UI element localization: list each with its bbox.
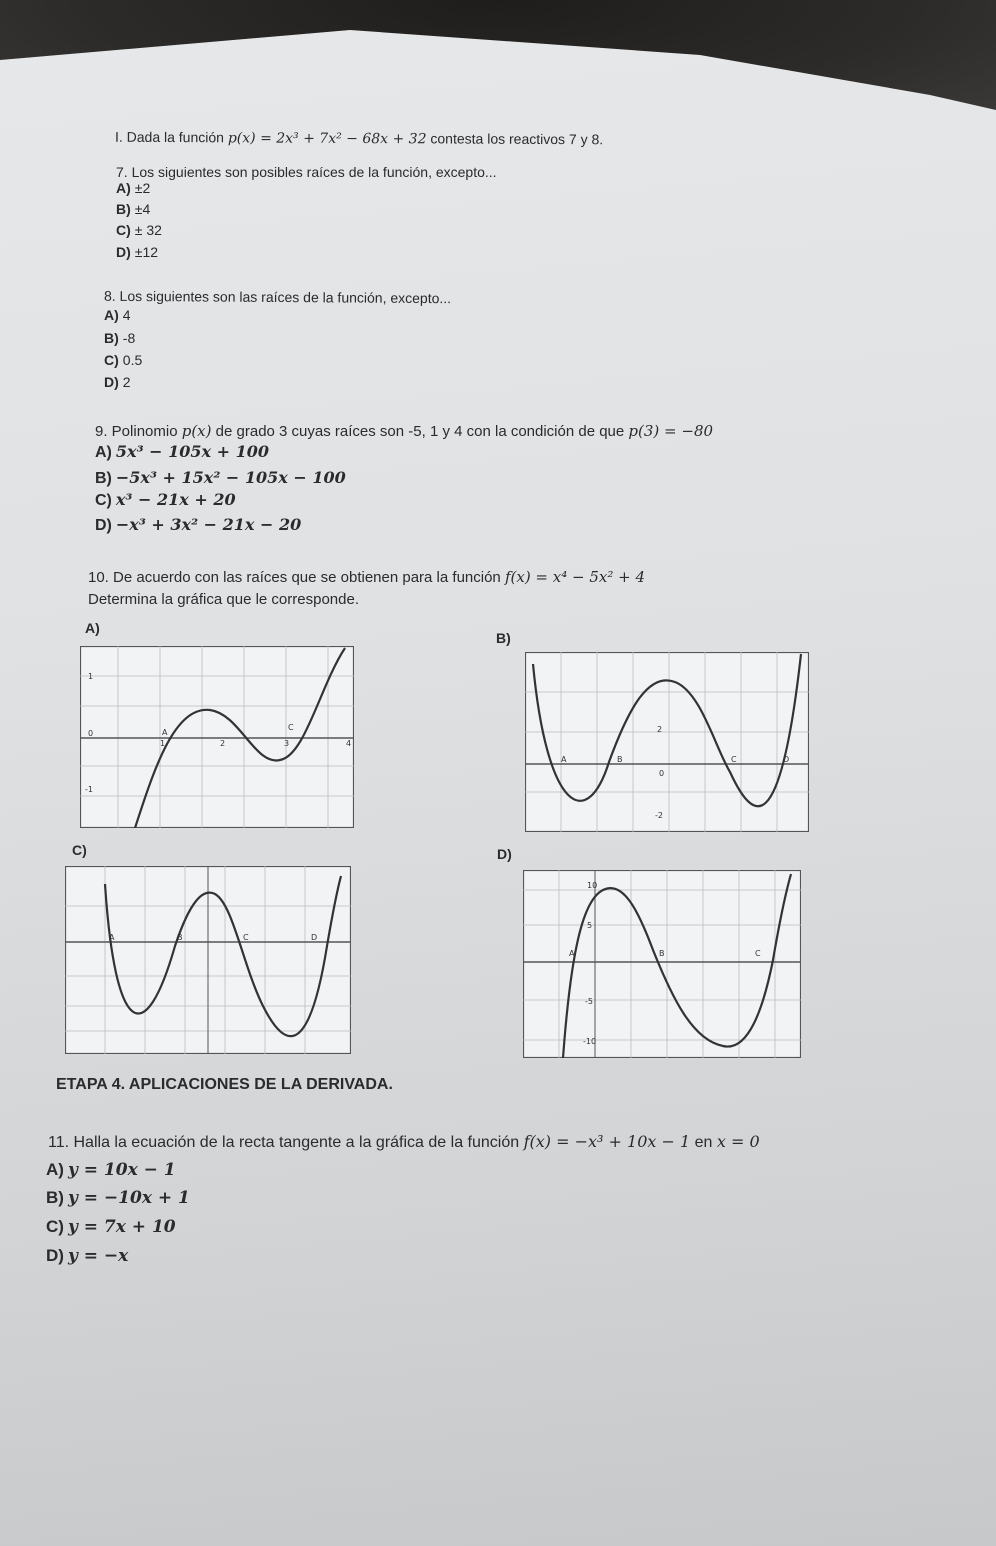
graph-d-tick-neg5: -5 [585,997,593,1006]
graph-a-xtick-2: 2 [220,739,226,748]
q9-option-d-value: −x³ + 3x² − 21x − 20 [115,515,302,534]
graph-b-point-d: D [783,755,790,764]
q9-option-d [95,515,301,535]
graph-d-tick-10: 10 [587,881,598,890]
q9-option-b [95,468,346,488]
q9-prompt-a: 9. Polinomio [95,423,178,440]
q9-option-d-label: D) [95,517,112,534]
graph-d-tick-5: 5 [587,921,593,930]
q8-option-c [104,352,142,368]
q7-option-d [116,244,158,260]
q7-option-a-value: ±2 [134,180,151,196]
q10-prompt-expr: f(x) = x⁴ − 5x² + 4 [504,568,646,586]
q7-option-a [116,180,150,196]
graph-b-point-c: C [731,755,737,764]
graph-b-point-a: A [561,755,567,764]
q7-option-b-label: B) [116,201,131,217]
graph-a [80,646,354,828]
q9-option-c [95,490,236,510]
q8-option-d [104,374,131,390]
graph-b-tick-0: 0 [659,769,665,778]
graph-a-tick-neg1: -1 [85,785,93,794]
graph-c-point-b: B [177,933,183,942]
q7-option-b [116,201,150,217]
q10-prompt [88,568,645,586]
graph-d-point-b: B [659,949,665,958]
q9-option-c-label: C) [95,492,112,509]
q11-prompt [48,1132,760,1152]
graph-c-point-a: A [109,933,115,942]
graph-b [525,652,809,832]
q11-option-a-value: y = 10x − 1 [67,1160,176,1180]
q11-option-b-label: B) [46,1188,64,1207]
q8-option-a-label: A) [104,307,119,323]
graph-b-tick-neg2: -2 [655,811,663,820]
q9-option-b-value: −5x³ + 15x² − 105x − 100 [115,468,346,487]
graph-b-tick-2: 2 [657,725,663,734]
q9-prompt [95,422,713,440]
q11-option-c [46,1217,176,1237]
graph-a-point-c: C [288,723,294,732]
graph-d-label: D) [497,846,512,862]
q7-option-d-label: D) [116,244,131,260]
q11-option-d-label: D) [46,1246,64,1265]
intro-line [115,129,603,149]
q11-prompt-at: x = 0 [716,1132,760,1151]
q9-prompt-cond: p(3) = −80 [628,422,714,440]
q8-option-b-value: -8 [122,330,136,346]
q8-option-a [104,307,131,323]
q11-option-c-label: C) [46,1217,64,1236]
graph-b-label: B) [496,630,511,646]
q10-prompt-line2: Determina la gráfica que le corresponde. [88,591,359,608]
q8-option-c-value: 0.5 [122,352,143,368]
q11-prompt-b: en [694,1134,713,1151]
q7-option-a-label: A) [116,180,131,196]
graph-b-point-b: B [617,755,623,764]
q11-option-d-value: y = −x [67,1246,129,1266]
graph-a-tick-1: 1 [88,672,94,681]
graph-a-xtick-4: 4 [346,739,352,748]
q11-option-d [46,1246,128,1266]
graph-a-xtick-1: 1 [160,739,166,748]
q9-prompt-expr: p(x) [181,422,212,440]
q8-option-a-value: 4 [122,307,131,323]
graph-a-tick-0: 0 [88,729,94,738]
q10-prompt-a: 10. De acuerdo con las raíces que se obtienen para la función [88,569,501,586]
q8-option-d-label: D) [104,374,119,390]
q7-option-c [116,222,162,238]
q7-option-b-value: ±4 [134,201,151,217]
q9-option-b-label: B) [95,470,112,487]
q7-option-c-label: C) [116,222,131,238]
q8-option-b-label: B) [104,330,119,346]
q8-option-d-value: 2 [122,374,131,390]
q11-prompt-expr: f(x) = −x³ + 10x − 1 [523,1132,691,1151]
q11-prompt-a: 11. Halla la ecuación de la recta tangente a la gráfica de la función [48,1134,520,1151]
q9-option-a [95,442,269,462]
section-title: ETAPA 4. APLICACIONES DE LA DERIVADA. [56,1076,393,1093]
intro-prefix: I. Dada la función [114,128,225,146]
q11-option-a [46,1160,176,1180]
graph-a-label: A) [85,620,100,636]
q11-option-b [46,1188,190,1208]
q9-option-c-value: x³ − 21x + 20 [115,490,236,509]
q8-option-b [104,330,135,346]
graph-d-tick-neg10: -10 [583,1037,597,1046]
graph-d-point-c: C [755,949,761,958]
q8-prompt: 8. Los siguientes son las raíces de la función, excepto... [103,287,452,307]
q7-option-d-value: ±12 [134,244,159,260]
graph-a-xtick-3: 3 [284,739,290,748]
intro-suffix: contesta los reactivos 7 y 8. [430,130,604,148]
q9-option-a-value: 5x³ − 105x + 100 [115,442,269,461]
q11-option-a-label: A) [46,1160,64,1179]
q8-option-c-label: C) [104,352,119,368]
graph-c-point-d: D [311,933,318,942]
q11-option-c-value: y = 7x + 10 [67,1217,176,1237]
graph-d [523,870,801,1058]
q11-option-b-value: y = −10x + 1 [67,1188,190,1208]
intro-expr: p(x) = 2x³ + 7x² − 68x + 32 [227,130,427,148]
q7-prompt: 7. Los siguientes son posibles raíces de la función, excepto... [116,164,497,180]
q7-option-c-value: ± 32 [134,222,162,238]
graph-c-point-c: C [243,933,249,942]
graph-d-point-a: A [569,949,575,958]
q9-prompt-b: de grado 3 cuyas raíces son -5, 1 y 4 con la condición de que [215,423,625,440]
graph-a-point-a: A [162,728,168,737]
graph-c [65,866,351,1054]
q9-option-a-label: A) [95,444,112,461]
graph-c-label: C) [72,842,87,858]
